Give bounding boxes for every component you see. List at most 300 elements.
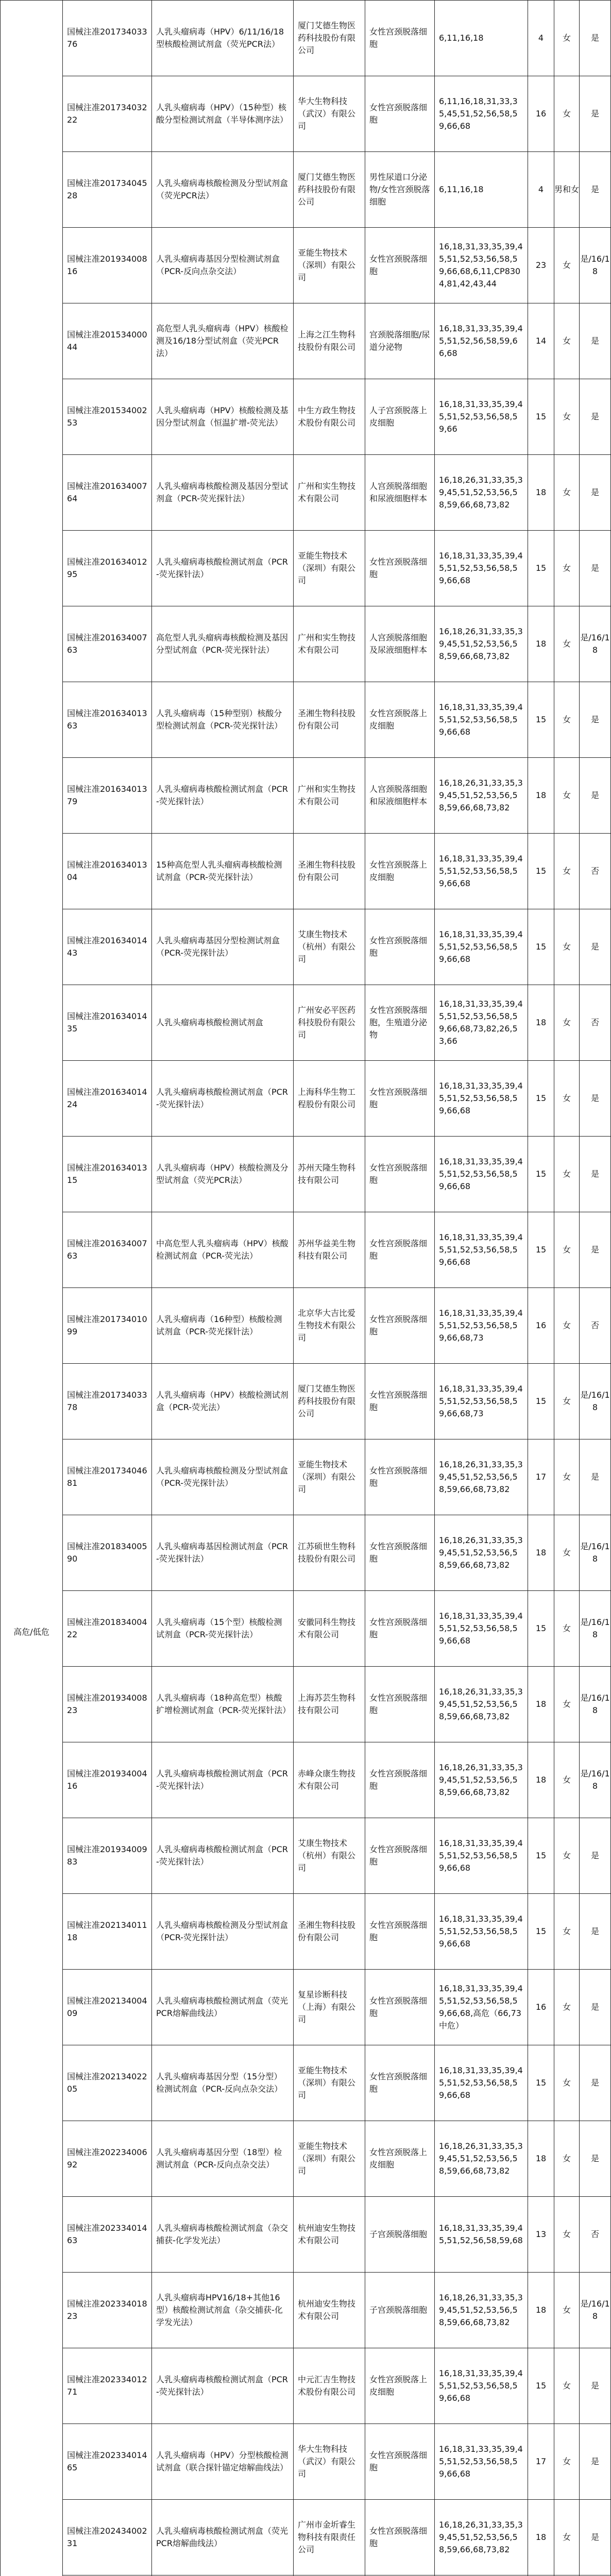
table-row [1, 1061, 611, 1137]
gender-cell: 女 [554, 2121, 580, 2197]
hpv-types-cell: 6,11,16,18 [435, 1, 528, 76]
product-name-cell: 人乳头瘤病毒基因分型（15分型）检测试剂盒（PCR-反向点杂交法） [152, 2045, 294, 2121]
type-count-cell: 18 [528, 2121, 554, 2197]
company-name-cell: 上海苏芸生物科技有限公司 [294, 1667, 365, 1742]
hpv-types-cell: 16,18,31,33,35,39,45,51,52,53,56,58,59,66,68 [435, 1591, 528, 1667]
registration-number-cell: 国械注准20233401463 [63, 2197, 152, 2273]
sample-type-cell: 女性宫颈脱落细胞 [365, 1137, 435, 1212]
hpv16-18-typing-cell: 是/16/18 [580, 228, 611, 303]
sample-type-cell: 人宫颈脱落细胞及尿液细胞样本 [365, 606, 435, 682]
hpv16-18-typing-cell: 是 [580, 531, 611, 606]
hpv16-18-typing-cell: 是 [580, 455, 611, 531]
table-row [1, 985, 611, 1061]
gender-cell: 女 [554, 455, 580, 531]
sample-type-cell: 女性宫颈脱落细胞 [365, 1439, 435, 1515]
table-row [1, 455, 611, 531]
hpv16-18-typing-cell: 是 [580, 682, 611, 758]
table-row [1, 1667, 611, 1742]
hpv-types-cell: 16,18,31,33,35,39,45,51,52,53,56,58,59,66,68,6,11,CP8304,81,42,43,44 [435, 228, 528, 303]
company-name-cell: 厦门艾德生物医药科技股份有限公司 [294, 1, 365, 76]
type-count-cell: 18 [528, 2273, 554, 2348]
registration-number-cell: 国械注准20193400983 [63, 1818, 152, 1894]
table-row [1, 303, 611, 379]
sample-type-cell: 女性宫颈脱落细胞 [365, 1591, 435, 1667]
sample-type-cell: 女性宫颈脱落细胞 [365, 1818, 435, 1894]
sample-type-cell: 女性宫颈脱落细胞 [365, 1970, 435, 2045]
registration-number-cell: 国械注准20193400823 [63, 1667, 152, 1742]
hpv16-18-typing-cell: 是 [580, 2121, 611, 2197]
table-row [1, 1742, 611, 1818]
hpv-types-cell: 16,18,31,33,35,39,45,51,52,53,56,58,59,66,68 [435, 909, 528, 985]
gender-cell: 女 [554, 1439, 580, 1515]
hpv16-18-typing-cell: 否 [580, 1288, 611, 1364]
hpv16-18-typing-cell: 是 [580, 758, 611, 834]
gender-cell: 女 [554, 1970, 580, 2045]
sample-type-cell: 男性尿道口分泌物/女性宫颈脱落细胞 [365, 152, 435, 228]
sample-type-cell: 女性宫颈脱落细胞 [365, 1288, 435, 1364]
sample-type-cell: 女性宫颈脱落细胞 [365, 1061, 435, 1137]
sample-type-cell: 人子宫颈脱落上皮细胞 [365, 379, 435, 455]
type-count-cell: 4 [528, 152, 554, 228]
sample-type-cell: 女性宫颈脱落细胞 [365, 1667, 435, 1742]
sample-type-cell: 女性宫颈脱落细胞 [365, 531, 435, 606]
hpv16-18-typing-cell: 是 [580, 1894, 611, 1970]
company-name-cell: 亚能生物技术（深圳）有限公司 [294, 531, 365, 606]
hpv16-18-typing-cell: 是 [580, 909, 611, 985]
company-name-cell: 杭州迪安生物技术有限公司 [294, 2197, 365, 2273]
hpv16-18-typing-cell: 是 [580, 2348, 611, 2424]
company-name-cell: 圣湘生物科技股份有限公司 [294, 682, 365, 758]
sample-type-cell: 女性宫颈脱落上皮细胞 [365, 834, 435, 909]
registration-number-cell: 国械注准20173404528 [63, 152, 152, 228]
registration-number-cell: 国械注准20193400816 [63, 228, 152, 303]
registration-number-cell: 国械注准20183400422 [63, 1591, 152, 1667]
sample-type-cell: 女性宫颈脱落细胞 [365, 1, 435, 76]
hpv-types-cell: 16,18,31,33,35,39,45,51,52,53,56,58,59,66,68 [435, 1137, 528, 1212]
type-count-cell: 15 [528, 1591, 554, 1667]
hpv16-18-typing-cell: 是/16/18 [580, 1591, 611, 1667]
hpv-types-cell: 16,18,31,33,35,39,45,51,52,53,56,58,59,66,68,73,82,26,53,66 [435, 985, 528, 1061]
table-row [1, 1591, 611, 1667]
table-row [1, 909, 611, 985]
table-body [1, 1, 611, 2576]
table-row [1, 1288, 611, 1364]
product-name-cell: 人乳头瘤病毒（15个型）核酸检测试剂盒（PCR-荧光探针法） [152, 1591, 294, 1667]
sample-type-cell: 女性宫颈脱落上皮细胞 [365, 682, 435, 758]
company-name-cell: 安徽同科生物技术有限公司 [294, 1591, 365, 1667]
hpv16-18-typing-cell: 是 [580, 1970, 611, 2045]
type-count-cell: 18 [528, 1667, 554, 1742]
registration-number-cell: 国械注准20153400253 [63, 379, 152, 455]
registration-number-cell: 国械注准20163401424 [63, 1061, 152, 1137]
product-name-cell: 人乳头瘤病毒核酸检测试剂盒 [152, 985, 294, 1061]
table-row [1, 682, 611, 758]
product-name-cell: 人乳头瘤病毒（18种高危型）核酸扩增检测试剂盒（PCR-荧光探针法） [152, 1667, 294, 1742]
sample-type-cell: 人宫颈脱落细胞和尿液细胞样本 [365, 758, 435, 834]
sample-type-cell: 女性宫颈脱落细胞 [365, 1894, 435, 1970]
hpv16-18-typing-cell: 是 [580, 152, 611, 228]
gender-cell: 男和女 [554, 152, 580, 228]
registration-number-cell: 国械注准20163401295 [63, 531, 152, 606]
table-row [1, 1515, 611, 1591]
sample-type-cell: 女性宫颈脱落细胞 [365, 2500, 435, 2575]
gender-cell: 女 [554, 1364, 580, 1439]
type-count-cell: 15 [528, 1137, 554, 1212]
company-name-cell: 上海科华生物工程股份有限公司 [294, 1061, 365, 1137]
product-name-cell: 人乳头瘤病毒核酸检测及分型试剂盒（PCR-荧光探针法） [152, 1439, 294, 1515]
registration-number-cell: 国械注准20163401315 [63, 1137, 152, 1212]
hpv-types-cell: 16,18,31,33,35,39,45,51,52,53,56,58,59,66,68 [435, 682, 528, 758]
company-name-cell: 华大生物科技（武汉）有限公司 [294, 2424, 365, 2500]
product-name-cell: 人乳头瘤病毒核酸检测试剂盒（荧光PCR熔解曲线法） [152, 1970, 294, 2045]
sample-type-cell: 女性宫颈脱落细胞 [365, 1212, 435, 1288]
table-row [1, 379, 611, 455]
registration-number-cell: 国械注准20163400763 [63, 606, 152, 682]
registration-number-cell: 国械注准20153400044 [63, 303, 152, 379]
company-name-cell: 杭州迪安生物技术有限公司 [294, 2273, 365, 2348]
company-name-cell: 北京华大吉比爱生物技术有限公司 [294, 1288, 365, 1364]
product-name-cell: 高危型人乳头瘤病毒核酸检测及基因分型试剂盒（PCR-荧光探针法） [152, 606, 294, 682]
gender-cell: 女 [554, 1212, 580, 1288]
gender-cell: 女 [554, 834, 580, 909]
type-count-cell: 15 [528, 1212, 554, 1288]
company-name-cell: 华大生物科技（武汉）有限公司 [294, 76, 365, 152]
hpv16-18-typing-cell: 是 [580, 76, 611, 152]
sample-type-cell: 子宫颈脱落细胞 [365, 2197, 435, 2273]
product-name-cell: 人乳头瘤病毒（HPV）（15种型）核酸分型检测试剂盒（半导体测序法） [152, 76, 294, 152]
company-name-cell: 圣湘生物科技股份有限公司 [294, 1894, 365, 1970]
type-count-cell: 15 [528, 834, 554, 909]
type-count-cell: 15 [528, 909, 554, 985]
registration-number-cell: 国械注准20163400764 [63, 455, 152, 531]
type-count-cell: 18 [528, 606, 554, 682]
table-row [1, 1894, 611, 1970]
company-name-cell: 广州和实生物技术有限公司 [294, 758, 365, 834]
table-row [1, 2424, 611, 2500]
type-count-cell: 15 [528, 531, 554, 606]
gender-cell: 女 [554, 228, 580, 303]
table-row [1, 834, 611, 909]
table-row [1, 2121, 611, 2197]
registration-number-cell: 国械注准20223400692 [63, 2121, 152, 2197]
registration-number-cell: 国械注准20233401823 [63, 2273, 152, 2348]
sample-type-cell: 人宫颈脱落细胞和尿液细胞样本 [365, 455, 435, 531]
table-row [1, 758, 611, 834]
hpv16-18-typing-cell: 是 [580, 1061, 611, 1137]
type-count-cell: 18 [528, 1742, 554, 1818]
type-count-cell: 17 [528, 2424, 554, 2500]
hpv16-18-typing-cell: 是/16/18 [580, 1667, 611, 1742]
hpv16-18-typing-cell: 否 [580, 2197, 611, 2273]
table-row [1, 1137, 611, 1212]
registration-number-cell: 国械注准20233401271 [63, 2348, 152, 2424]
product-name-cell: 人乳头瘤病毒核酸检测试剂盒（PCR-荧光探针法） [152, 758, 294, 834]
hpv-types-cell: 16,18,31,33,35,39,45,51,52,53,56,58,59,66,68 [435, 1894, 528, 1970]
company-name-cell: 艾康生物技术（杭州）有限公司 [294, 1818, 365, 1894]
hpv16-18-typing-cell: 是/16/18 [580, 1515, 611, 1591]
hpv-types-cell: 16,18,26,31,33,35,39,45,51,52,53,56,58,59,66,68,73,82 [435, 2273, 528, 2348]
table-row [1, 1818, 611, 1894]
hpv-types-cell: 16,18,31,33,35,39,45,51,52,53,56,58,59,66,68,高危（66,73中危） [435, 1970, 528, 2045]
hpv16-18-typing-cell: 是 [580, 1212, 611, 1288]
type-count-cell: 15 [528, 2045, 554, 2121]
hpv-types-cell: 6,11,16,18 [435, 152, 528, 228]
registration-number-cell: 国械注准20163401379 [63, 758, 152, 834]
company-name-cell: 苏州华益美生物科技有限公司 [294, 1212, 365, 1288]
table-row [1, 2500, 611, 2575]
sample-type-cell: 女性宫颈脱落细胞 [365, 2424, 435, 2500]
table-row [1, 2045, 611, 2121]
product-name-cell: 人乳头瘤病毒核酸检测试剂盒（PCR-荧光探针法） [152, 1742, 294, 1818]
table-row [1, 1212, 611, 1288]
registration-number-cell: 国械注准20233401465 [63, 2424, 152, 2500]
table-row [1, 152, 611, 228]
hpv-types-cell: 16,18,31,33,35,39,45,51,52,53,56,58,59,66,68 [435, 2045, 528, 2121]
gender-cell: 女 [554, 2348, 580, 2424]
gender-cell: 女 [554, 985, 580, 1061]
gender-cell: 女 [554, 1667, 580, 1742]
sample-type-cell: 女性宫颈脱落细胞 [365, 228, 435, 303]
table-row [1, 1364, 611, 1439]
risk-category-cell: 高危/低危 [1, 1, 63, 2576]
registration-number-cell: 国械注准20163400763 [63, 1212, 152, 1288]
product-name-cell: 人乳头瘤病毒核酸检测试剂盒（PCR-荧光探针法） [152, 1061, 294, 1137]
table-row [1, 2348, 611, 2424]
gender-cell: 女 [554, 2273, 580, 2348]
gender-cell: 女 [554, 606, 580, 682]
gender-cell: 女 [554, 1591, 580, 1667]
hpv16-18-typing-cell: 否 [580, 834, 611, 909]
hpv-types-cell: 16,18,26,31,33,35,39,45,51,52,53,56,58,59,66,68,73,82 [435, 1439, 528, 1515]
hpv-types-cell: 16,18,26,31,33,35,39,45,51,52,53,56,58,59,66,68,73,82 [435, 1667, 528, 1742]
product-name-cell: 人乳头瘤病毒（HPV）分型核酸检测试剂盒（联合探针锚定熔解曲线法） [152, 2424, 294, 2500]
registration-number-cell: 国械注准20163401363 [63, 682, 152, 758]
hpv16-18-typing-cell: 是 [580, 2500, 611, 2575]
gender-cell: 女 [554, 531, 580, 606]
type-count-cell: 17 [528, 1439, 554, 1515]
product-name-cell: 人乳头瘤病毒核酸检测及分型试剂盒（荧光PCR法） [152, 152, 294, 228]
company-name-cell: 广州安必平医药科技股份有限公司 [294, 985, 365, 1061]
hpv16-18-typing-cell: 是/16/18 [580, 606, 611, 682]
registration-number-cell: 国械注准20183400590 [63, 1515, 152, 1591]
sample-type-cell: 女性宫颈脱落细胞 [365, 76, 435, 152]
product-name-cell: 人乳头瘤病毒核酸检测及分型试剂盒（PCR-荧光探针法） [152, 1894, 294, 1970]
company-name-cell: 艾康生物技术（杭州）有限公司 [294, 909, 365, 985]
table-row [1, 1970, 611, 2045]
hpv-types-cell: 16,18,31,33,35,39,45,51,52,53,56,58,59,66,68 [435, 2348, 528, 2424]
type-count-cell: 18 [528, 2500, 554, 2575]
sample-type-cell: 宫颈脱落细胞/尿道分泌物 [365, 303, 435, 379]
hpv-types-cell: 16,18,31,33,35,39,45,51,52,53,56,58,59,66,68 [435, 1818, 528, 1894]
registration-number-cell: 国械注准20173403376 [63, 1, 152, 76]
gender-cell: 女 [554, 1137, 580, 1212]
hpv-types-cell: 16,18,31,33,35,39,45,51,52,53,56,58,59,66,68 [435, 1212, 528, 1288]
hpv16-18-typing-cell: 是/16/18 [580, 1742, 611, 1818]
type-count-cell: 15 [528, 1894, 554, 1970]
product-name-cell: 人乳头瘤病毒核酸检测试剂盒（PCR-荧光探针法） [152, 2348, 294, 2424]
hpv-types-cell: 16,18,26,31,33,35,39,45,51,52,53,56,58,59,66,68,73,82 [435, 455, 528, 531]
hpv-types-cell: 16,18,31,33,35,39,45,51,52,53,56,58,59,66,68 [435, 834, 528, 909]
hpv-types-cell: 16,18,31,33,35,39,45,51,52,53,56,58,59,66,68 [435, 531, 528, 606]
product-name-cell: 人乳头瘤病毒（HPV）核酸检测及分型试剂盒（荧光PCR法） [152, 1137, 294, 1212]
product-name-cell: 中高危型人乳头瘤病毒（HPV）核酸检测试剂盒（PCR-荧光法） [152, 1212, 294, 1288]
product-name-cell: 人乳头瘤病毒基因分型检测试剂盒（PCR-荧光探针法） [152, 909, 294, 985]
registration-number-cell: 国械注准20173401099 [63, 1288, 152, 1364]
company-name-cell: 广州市金圻睿生物科技有限责任公司 [294, 2500, 365, 2575]
product-name-cell: 人乳头瘤病毒（15种型别）核酸分型检测试剂盒（PCR-荧光探针法） [152, 682, 294, 758]
hpv-types-cell: 16,18,31,33,35,39,45,51,52,56,58,59,66,68 [435, 303, 528, 379]
hpv-types-cell: 16,18,31,33,35,39,45,51,52,53,56,58,59,66,68,73 [435, 1288, 528, 1364]
gender-cell: 女 [554, 2500, 580, 2575]
company-name-cell: 亚能生物技术（深圳）有限公司 [294, 1439, 365, 1515]
product-name-cell: 人乳头瘤病毒HPV16/18+其他16型）核酸检测试剂盒（杂交捕获-化学发光法） [152, 2273, 294, 2348]
table-row [1, 2197, 611, 2273]
sample-type-cell: 女性宫颈脱落细胞，生殖道分泌物 [365, 985, 435, 1061]
gender-cell: 女 [554, 682, 580, 758]
hpv16-18-typing-cell: 是 [580, 1, 611, 76]
type-count-cell: 15 [528, 379, 554, 455]
gender-cell: 女 [554, 76, 580, 152]
product-name-cell: 人乳头瘤病毒核酸检测及基因分型试剂盒（PCR-荧光探针法） [152, 455, 294, 531]
gender-cell: 女 [554, 1742, 580, 1818]
hpv16-18-typing-cell: 是 [580, 379, 611, 455]
product-name-cell: 人乳头瘤病毒核酸检测试剂盒（荧光PCR熔解曲线法） [152, 2500, 294, 2575]
product-name-cell: 人乳头瘤病毒基因检测试剂盒（PCR-荧光探针法） [152, 1515, 294, 1591]
registration-number-cell: 国械注准20173404681 [63, 1439, 152, 1515]
hpv-types-cell: 16,18,31,33,35,39,45,51,52,53,56,58,59,66,68 [435, 1061, 528, 1137]
type-count-cell: 15 [528, 1061, 554, 1137]
gender-cell: 女 [554, 1515, 580, 1591]
hpv-types-cell: 16,18,26,31,33,35,39,45,51,52,53,56,58,59,66,68,73,82 [435, 1515, 528, 1591]
company-name-cell: 中元汇吉生物技术股份有限公司 [294, 2348, 365, 2424]
table-row [1, 76, 611, 152]
registration-number-cell: 国械注准20163401443 [63, 909, 152, 985]
registration-number-cell: 国械注准20173403222 [63, 76, 152, 152]
product-name-cell: 人乳头瘤病毒基因分型（18型）检测试剂盒（PCR-反向点杂交法） [152, 2121, 294, 2197]
company-name-cell: 亚能生物技术（深圳）有限公司 [294, 2045, 365, 2121]
product-name-cell: 高危型人乳头瘤病毒（HPV）核酸检测及16/18分型试剂盒（荧光PCR法） [152, 303, 294, 379]
company-name-cell: 亚能生物技术（深圳）有限公司 [294, 228, 365, 303]
type-count-cell: 15 [528, 682, 554, 758]
company-name-cell: 苏州天隆生物科技有限公司 [294, 1137, 365, 1212]
hpv-types-cell: 16,18,26,31,33,35,39,45,51,52,53,56,58,59,66,68,73,82 [435, 758, 528, 834]
hpv-types-cell: 16,18,26,31,33,35,39,45,51,52,53,56,58,59,66,68,73,82 [435, 2121, 528, 2197]
hpv-types-cell: 16,18,31,33,35,39,45,51,52,53,56,58,59,66 [435, 379, 528, 455]
sample-type-cell: 子宫颈脱落细胞 [365, 2273, 435, 2348]
hpv-types-cell: 16,18,31,33,35,39,45,51,52,53,56,58,59,66,68,73 [435, 1364, 528, 1439]
product-name-cell: 人乳头瘤病毒基因分型检测试剂盒（PCR-反向点杂交法） [152, 228, 294, 303]
hpv-types-cell: 6,11,16,18,31,33,35,45,51,52,56,58,59,66,68 [435, 76, 528, 152]
hpv16-18-typing-cell: 是 [580, 1137, 611, 1212]
company-name-cell: 厦门艾德生物医药科技股份有限公司 [294, 1364, 365, 1439]
hpv-types-cell: 16,18,31,33,35,39,45,51,52,56,58,59,68 [435, 2197, 528, 2273]
hpv-types-cell: 16,18,26,31,33,35,39,45,51,52,53,56,58,59,66,68,73,82 [435, 2500, 528, 2575]
type-count-cell: 16 [528, 1288, 554, 1364]
product-name-cell: 人乳头瘤病毒核酸检测试剂盒（PCR-荧光探针法） [152, 1818, 294, 1894]
table-row [1, 1, 611, 76]
product-name-cell: 人乳头瘤病毒（HPV）核酸检测试剂盒（PCR-荧光法） [152, 1364, 294, 1439]
hpv16-18-typing-cell: 是 [580, 1439, 611, 1515]
company-name-cell: 复星诊断科技（上海）有限公司 [294, 1970, 365, 2045]
type-count-cell: 18 [528, 455, 554, 531]
company-name-cell: 广州和实生物技术有限公司 [294, 606, 365, 682]
gender-cell: 女 [554, 303, 580, 379]
type-count-cell: 13 [528, 2197, 554, 2273]
type-count-cell: 18 [528, 758, 554, 834]
product-name-cell: 人乳头瘤病毒核酸检测试剂盒（杂交捕获-化学发光法） [152, 2197, 294, 2273]
type-count-cell: 15 [528, 1818, 554, 1894]
registration-number-cell: 国械注准20243400231 [63, 2500, 152, 2575]
table-row [1, 2273, 611, 2348]
product-name-cell: 人乳头瘤病毒（HPV）6/11/16/18型核酸检测试剂盒（荧光PCR法） [152, 1, 294, 76]
hpv16-18-typing-cell: 是 [580, 2045, 611, 2121]
registration-number-cell: 国械注准20213400409 [63, 1970, 152, 2045]
product-name-cell: 人乳头瘤病毒（16种型）核酸检测试剂盒（PCR-荧光探针法） [152, 1288, 294, 1364]
hpv16-18-typing-cell: 是 [580, 303, 611, 379]
type-count-cell: 18 [528, 1515, 554, 1591]
hpv16-18-typing-cell: 是/16/18 [580, 1364, 611, 1439]
company-name-cell: 赤峰众康生物技术有限公司 [294, 1742, 365, 1818]
gender-cell: 女 [554, 1894, 580, 1970]
type-count-cell: 16 [528, 76, 554, 152]
sample-type-cell: 女性宫颈脱落细胞 [365, 1364, 435, 1439]
sample-type-cell: 女性宫颈脱落细胞 [365, 1515, 435, 1591]
registration-number-cell: 国械注准20173403378 [63, 1364, 152, 1439]
product-name-cell: 人乳头瘤病毒（HPV）核酸检测及基因分型试剂盒（恒温扩增-荧光法） [152, 379, 294, 455]
sample-type-cell: 女性宫颈脱落上皮细胞 [365, 2121, 435, 2197]
company-name-cell: 广州和实生物技术有限公司 [294, 455, 365, 531]
type-count-cell: 16 [528, 1970, 554, 2045]
hpv16-18-typing-cell: 否 [580, 985, 611, 1061]
sample-type-cell: 女性宫颈脱落细胞 [365, 2045, 435, 2121]
product-name-cell: 人乳头瘤病毒核酸检测试剂盒（PCR-荧光探针法） [152, 531, 294, 606]
hpv-types-cell: 16,18,26,31,33,35,39,45,51,52,53,56,58,59,66,68,73,82 [435, 1742, 528, 1818]
registration-number-cell: 国械注准20213401118 [63, 1894, 152, 1970]
type-count-cell: 4 [528, 1, 554, 76]
hpv-types-cell: 16,18,31,33,35,39,45,51,52,53,56,58,59,66,68 [435, 2424, 528, 2500]
gender-cell: 女 [554, 1061, 580, 1137]
table-row [1, 1439, 611, 1515]
company-name-cell: 中生方政生物技术股份有限公司 [294, 379, 365, 455]
gender-cell: 女 [554, 1818, 580, 1894]
registration-number-cell: 国械注准20193400416 [63, 1742, 152, 1818]
table-row [1, 228, 611, 303]
table-row [1, 606, 611, 682]
registration-number-cell: 国械注准20163401304 [63, 834, 152, 909]
company-name-cell: 上海之江生物科技股份有限公司 [294, 303, 365, 379]
hpv16-18-typing-cell: 是 [580, 1818, 611, 1894]
sample-type-cell: 女性宫颈脱落上皮细胞 [365, 2348, 435, 2424]
registration-number-cell: 国械注准20213402205 [63, 2045, 152, 2121]
registration-number-cell: 国械注准20163401435 [63, 985, 152, 1061]
product-name-cell: 15种高危型人乳头瘤病毒核酸检测试剂盒（PCR-荧光探针法） [152, 834, 294, 909]
hpv-types-cell: 16,18,26,31,33,35,39,45,51,52,53,56,58,59,66,68,73,82 [435, 606, 528, 682]
type-count-cell: 15 [528, 2348, 554, 2424]
company-name-cell: 圣湘生物科技股份有限公司 [294, 834, 365, 909]
company-name-cell: 江苏硕世生物科技股份有限公司 [294, 1515, 365, 1591]
gender-cell: 女 [554, 2197, 580, 2273]
gender-cell: 女 [554, 1288, 580, 1364]
company-name-cell: 厦门艾德生物医药科技股份有限公司 [294, 152, 365, 228]
hpv16-18-typing-cell: 是 [580, 2424, 611, 2500]
gender-cell: 女 [554, 379, 580, 455]
gender-cell: 女 [554, 758, 580, 834]
gender-cell: 女 [554, 2045, 580, 2121]
type-count-cell: 15 [528, 1364, 554, 1439]
sample-type-cell: 女性宫颈脱落细胞 [365, 1742, 435, 1818]
type-count-cell: 18 [528, 985, 554, 1061]
gender-cell: 女 [554, 1, 580, 76]
